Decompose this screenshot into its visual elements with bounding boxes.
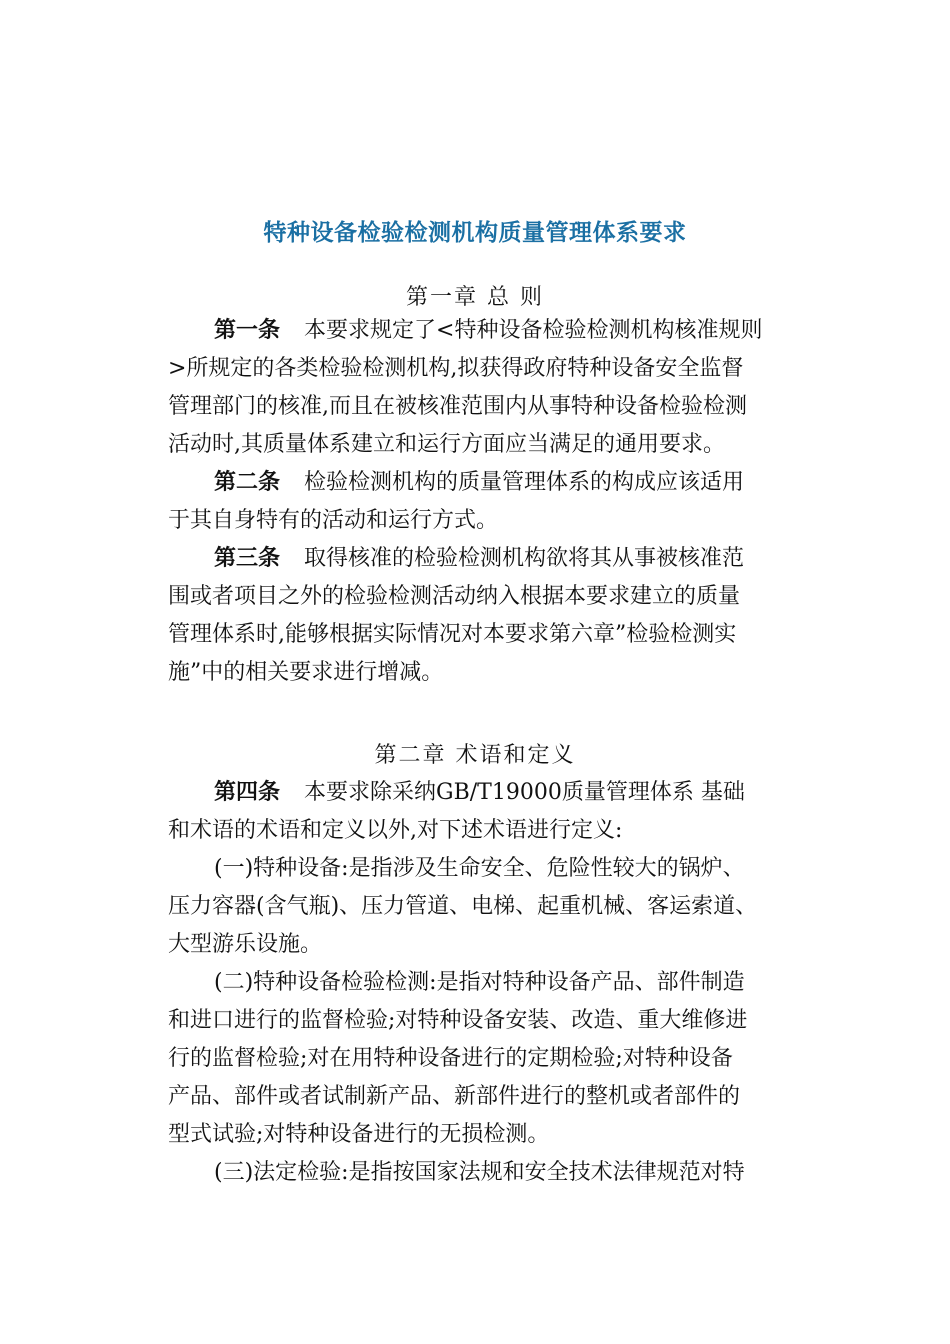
item-2-line-4: 产品、部件或者试制新产品、新部件进行的整机或者部件的 bbox=[168, 1084, 741, 1109]
article-3-line-1 bbox=[168, 540, 808, 578]
article-3-line-4: 施”中的相关要求进行增减。 bbox=[168, 660, 444, 685]
article-1-text: 本要求规定了<特种设备检验检测机构核准规则 bbox=[304, 318, 763, 343]
item-2-line-3: 行的监督检验;对在用特种设备进行的定期检验;对特种设备 bbox=[168, 1046, 733, 1071]
item-2-line-5: 型式试验;对特种设备进行的无损检测。 bbox=[168, 1122, 550, 1147]
article-4-line-1 bbox=[168, 774, 808, 812]
item-2-line-2: 和进口进行的监督检验;对特种设备安装、改造、重大维修进 bbox=[168, 1008, 748, 1033]
chapter-2-body bbox=[168, 774, 808, 1192]
article-3-line-2: 围或者项目之外的检验检测活动纳入根据本要求建立的质量 bbox=[168, 584, 741, 609]
article-4-line-2: 和术语的术语和定义以外,对下述术语进行定义: bbox=[168, 818, 623, 843]
article-2-text: 检验检测机构的质量管理体系的构成应该适用 bbox=[304, 470, 745, 495]
article-4-label: 第四条 bbox=[214, 780, 281, 805]
chapter-2-heading: 第二章 术语和定义 bbox=[374, 743, 576, 768]
article-3-text: 取得核准的检验检测机构欲将其从事被核准范 bbox=[304, 546, 745, 571]
item-2-line-1: (二)特种设备检验检测:是指对特种设备产品、部件制造 bbox=[214, 970, 745, 995]
article-1-line-4: 活动时,其质量体系建立和运行方面应当满足的通用要求。 bbox=[168, 432, 725, 457]
article-3-line-3: 管理体系时,能够根据实际情况对本要求第六章”检验检测实 bbox=[168, 622, 737, 647]
article-2-line-2: 于其自身特有的活动和运行方式。 bbox=[168, 508, 499, 533]
article-3-label: 第三条 bbox=[214, 546, 281, 571]
article-4-text: 本要求除采纳GB/T19000质量管理体系 基础 bbox=[304, 780, 745, 805]
document-title: 特种设备检验检测机构质量管理体系要求 bbox=[263, 220, 687, 246]
chapter-1-heading: 第一章 总 则 bbox=[406, 285, 544, 310]
chapter-1-body bbox=[168, 312, 808, 692]
article-1-line-1 bbox=[168, 312, 808, 350]
article-2-label: 第二条 bbox=[214, 470, 281, 495]
item-1-line-2: 压力容器(含气瓶)、压力管道、电梯、起重机械、客运索道、 bbox=[168, 894, 758, 919]
article-1-label: 第一条 bbox=[214, 318, 281, 343]
article-2-line-1 bbox=[168, 464, 808, 502]
item-3-line-1: (三)法定检验:是指按国家法规和安全技术法律规范对特 bbox=[214, 1160, 745, 1185]
article-1-line-3: 管理部门的核准,而且在被核准范围内从事特种设备检验检测 bbox=[168, 394, 747, 419]
article-1-line-2: >所规定的各类检验检测机构,拟获得政府特种设备安全监督 bbox=[168, 356, 744, 381]
item-1-line-1: (一)特种设备:是指涉及生命安全、危险性较大的锅炉、 bbox=[214, 856, 745, 881]
item-1-line-3: 大型游乐设施。 bbox=[168, 932, 323, 957]
